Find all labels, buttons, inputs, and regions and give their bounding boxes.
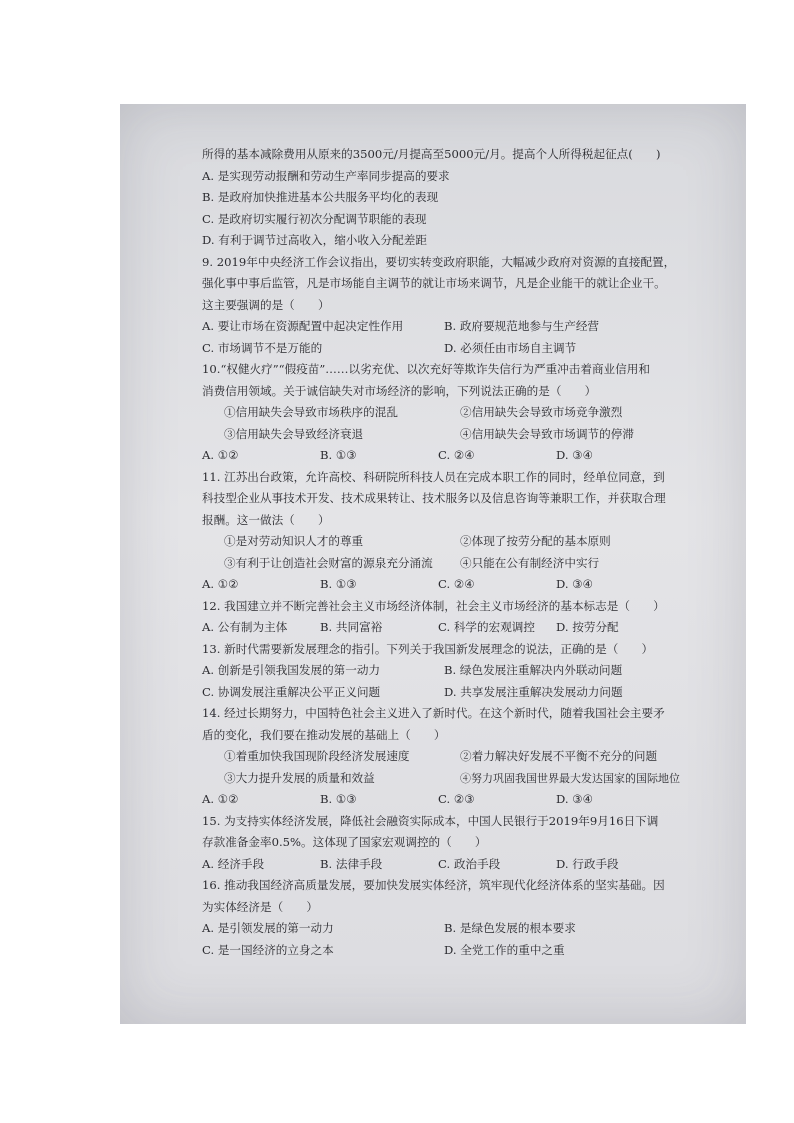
q16-option-b: B. 是绿色发展的根本要求 (444, 921, 576, 935)
q12-option-d: D. 按劳分配 (556, 620, 619, 634)
q10-option-b: B. ①③ (320, 448, 357, 462)
exam-paper (202, 144, 702, 961)
q10-option-a: A. ①② (202, 448, 239, 462)
q8-stem: 所得的基本减除费用从原来的3500元/月提高至5000元/月。提高个人所得税起征点( ) (202, 147, 661, 161)
q9-stem-line-1: 9. 2019年中央经济工作会议指出，要切实转变政府职能，大幅减少政府对资源的直接配置， (202, 254, 676, 269)
q14-statement-3: ③大力提升发展的质量和效益 (224, 770, 375, 785)
q12-options (202, 617, 702, 639)
q16-option-d: D. 全党工作的重中之重 (444, 942, 565, 957)
q14-statement-2: ②着力解决好发展不平衡不充分的问题 (460, 749, 658, 763)
q10-statement-2: ②信用缺失会导致市场竞争激烈 (460, 405, 623, 419)
q13-option-d: D. 共享发展注重解决发展动力问题 (444, 684, 623, 699)
q15-option-b: B. 法律手段 (320, 856, 383, 871)
q13-option-a: A. 创新是引领我国发展的第一动力 (202, 663, 381, 677)
q9-option-d: D. 必须任由市场自主调节 (444, 340, 577, 355)
q15-option-d: D. 行政手段 (556, 856, 619, 871)
q10-option-d: D. ③④ (556, 448, 594, 462)
q11-stem-line-3: 报酬。这一做法（ ） (202, 512, 330, 527)
q14-stem-line-2: 盾的变化，我们要在推动发展的基础上（ ） (202, 727, 446, 742)
q10-statement-4: ④信用缺失会导致市场调节的停滞 (460, 426, 634, 441)
q16-stem-line-1: 16. 推动我国经济高质量发展，要加快发展实体经济，筑牢现代化经济体系的坚实基础。因 (202, 878, 665, 892)
q9-option-b: B. 政府要规范地参与生产经营 (444, 319, 600, 333)
q11-option-d: D. ③④ (556, 577, 594, 591)
q11-statement-3: ③有利于让创造社会财富的源泉充分涌流 (224, 555, 433, 570)
q10-stem-line-1: 10.“权健火疗”“假疫苗”……以劣充优、以次充好等欺诈失信行为严重冲击着商业信用和 (202, 362, 650, 376)
q16-options (202, 918, 702, 961)
q15-options (202, 854, 702, 876)
q8-option-c: C. 是政府切实履行初次分配调节职能的表现 (202, 211, 427, 226)
q13-option-b: B. 绿色发展注重解决内外联动问题 (444, 663, 623, 677)
q10-statement-1: ①信用缺失会导致市场秩序的混乱 (224, 405, 398, 419)
q15-stem-line-2: 存款准备金率0.5%。这体现了国家宏观调控的（ ） (202, 835, 487, 849)
q9-options (202, 316, 702, 359)
q11-statement-2: ②体现了按劳分配的基本原则 (460, 534, 611, 548)
q8-option-d: D. 有利于调节过高收入，缩小收入分配差距 (202, 233, 427, 247)
q12-option-c: C. 科学的宏观调控 (438, 620, 535, 634)
q12-option-a: A. 公有制为主体 (202, 620, 288, 634)
q14-option-c: C. ②③ (438, 792, 475, 806)
q11-options (202, 574, 702, 596)
q12-option-b: B. 共同富裕 (320, 620, 383, 634)
q11-option-a: A. ①② (202, 577, 239, 591)
q11-stem-line-1: 11. 江苏出台政策，允许高校、科研院所科技人员在完成本职工作的同时，经单位同意，到 (202, 469, 665, 484)
q13-stem: 13. 新时代需要新发展理念的指引。下列关于我国新发展理念的说法，正确的是（ ） (202, 641, 654, 656)
q15-option-c: C. 政治手段 (438, 856, 501, 871)
q9-option-c: C. 市场调节不是万能的 (202, 340, 323, 355)
q8-option-a: A. 是实现劳动报酬和劳动生产率同步提高的要求 (202, 168, 450, 183)
q14-option-d: D. ③④ (556, 792, 594, 806)
q15-stem-line-1: 15. 为支持实体经济发展，降低社会融资实际成本，中国人民银行于2019年9月16日下调 (202, 813, 659, 828)
q10-options (202, 445, 702, 467)
q11-option-b: B. ①③ (320, 577, 357, 591)
q13-option-c: C. 协调发展注重解决公平正义问题 (202, 684, 381, 699)
q14-options (202, 789, 702, 811)
q14-option-b: B. ①③ (320, 792, 357, 806)
q10-statement-3: ③信用缺失会导致经济衰退 (224, 426, 364, 441)
q11-stem-line-2: 科技型企业从事技术开发、技术成果转让、技术服务以及信息咨询等兼职工作，并获取合理 (202, 491, 666, 505)
q9-stem-line-3: 这主要强调的是（ ） (202, 297, 330, 312)
q9-stem-line-2: 强化事中事后监管，凡是市场能自主调节的就让市场来调节，凡是企业能干的就让企业干。 (202, 276, 666, 290)
q12-stem: 12. 我国建立并不断完善社会主义市场经济体制，社会主义市场经济的基本标志是（ ） (202, 598, 665, 613)
q14-statement-1: ①着重加快我国现阶段经济发展速度 (224, 749, 410, 763)
q8-option-b: B. 是政府加快推进基本公共服务平均化的表现 (202, 190, 439, 204)
q11-option-c: C. ②④ (438, 577, 475, 591)
q9-option-a: A. 要让市场在资源配置中起决定性作用 (202, 319, 404, 333)
q11-statement-4: ④只能在公有制经济中实行 (460, 555, 600, 570)
q11-statements (202, 531, 702, 574)
q14-statement-4: ④努力巩固我国世界最大发达国家的国际地位 (460, 771, 680, 785)
q10-stem-line-2: 消费信用领域。关于诚信缺失对市场经济的影响，下列说法正确的是（ ） (202, 383, 597, 398)
exam-photo (120, 104, 746, 1024)
q10-option-c: C. ②④ (438, 448, 475, 462)
q14-stem-line-1: 14. 经过长期努力，中国特色社会主义进入了新时代。在这个新时代，随着我国社会主要矛 (202, 706, 665, 720)
q15-option-a: A. 经济手段 (202, 856, 265, 871)
q14-option-a: A. ①② (202, 792, 239, 806)
q14-statements (202, 746, 702, 789)
q10-statements (202, 402, 702, 445)
q16-stem-line-2: 为实体经济是（ ） (202, 899, 318, 914)
q13-options (202, 660, 702, 703)
q11-statement-1: ①是对劳动知识人才的尊重 (224, 534, 364, 548)
q16-option-a: A. 是引领发展的第一动力 (202, 921, 334, 935)
q16-option-c: C. 是一国经济的立身之本 (202, 942, 334, 957)
